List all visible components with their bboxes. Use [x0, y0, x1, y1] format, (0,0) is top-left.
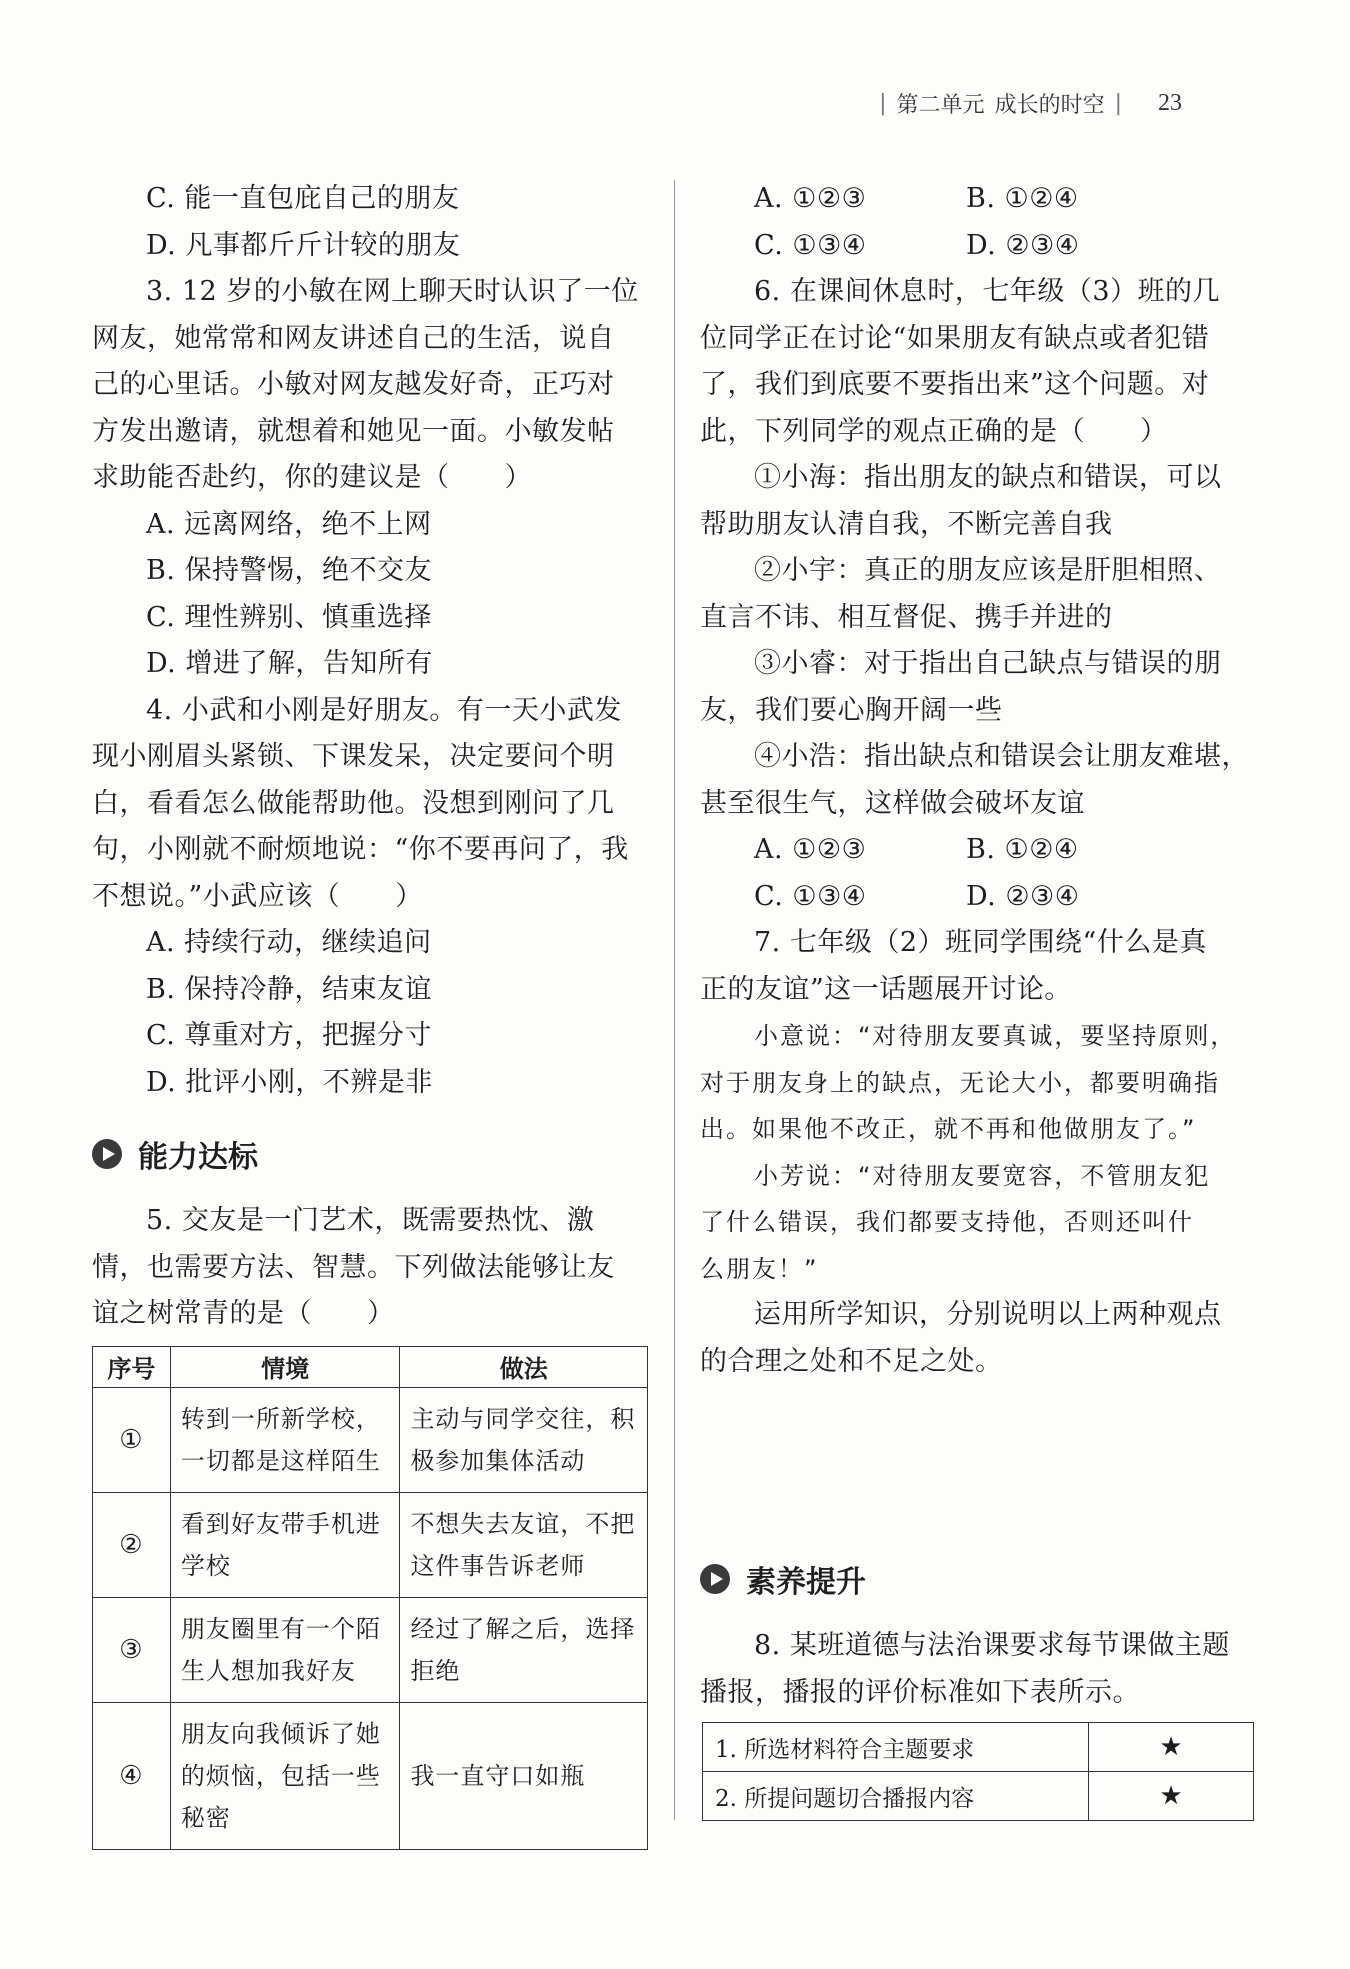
q5-options-row [700, 223, 1256, 270]
q8-line: 播报，播报的评价标准如下表所示。 [700, 1676, 1140, 1708]
column-divider [674, 180, 675, 1820]
star-icon: ★ [1089, 1723, 1254, 1772]
page-header [879, 88, 1182, 119]
q8-criteria-table [702, 1722, 1254, 1821]
q6-line: 6. 在课间休息时，七年级（3）班的几 [754, 276, 1221, 307]
q6-view-line: 直言不讳、相互督促、携手并进的 [700, 601, 1113, 633]
row-action: 主动与同学交往，积极参加集体活动 [400, 1387, 648, 1492]
q5-line: 谊之树常青的是（ ） [92, 1298, 395, 1329]
header-action: 做法 [400, 1346, 648, 1387]
q4-line: 现小刚眉头紧锁、下课发呆，决定要问个明 [92, 741, 615, 772]
row-number: ④ [93, 1702, 171, 1849]
row-situation: 朋友圈里有一个陌生人想加我好友 [170, 1597, 400, 1702]
table-row [93, 1387, 648, 1492]
q5-option-a: A. ①②③ [754, 183, 867, 214]
table-header-row [93, 1346, 648, 1387]
q5-options-row [700, 176, 1256, 223]
answer-space [700, 1385, 1256, 1531]
section-title: 素养提升 [746, 1565, 866, 1600]
header-no: 序号 [93, 1346, 171, 1387]
table-row [93, 1702, 648, 1849]
q3-line: 己的心里话。小敏对网友越发好奇，正巧对 [92, 369, 615, 400]
q7-quote-line: 了什么错误，我们都要支持他，否则还叫什 [700, 1208, 1194, 1236]
q4-option-d: D. 批评小刚，不辨是非 [146, 1066, 433, 1098]
q3-line: 网友，她常常和网友讲述自己的生活，说自 [92, 322, 615, 354]
row-number: ③ [93, 1597, 171, 1702]
q7-line: 7. 七年级（2）班同学围绕“什么是真 [754, 927, 1207, 958]
q6-line: 了，我们到底要不要指出来”这个问题。对 [700, 369, 1210, 400]
header-bar-right: | [1114, 91, 1122, 116]
header-situation: 情境 [170, 1346, 400, 1387]
q3-option-c: C. 理性辨别、慎重选择 [146, 601, 432, 633]
q5-option-d: D. ②③④ [966, 229, 1080, 261]
table-row [703, 1723, 1254, 1772]
section-heading-literacy [700, 1549, 1256, 1609]
q6-option-a: A. ①②③ [754, 834, 867, 865]
q3-line: 3. 12 岁的小敏在网上聊天时认识了一位 [146, 276, 639, 307]
q6-view-line: ②小宇：真正的朋友应该是肝胆相照、 [754, 555, 1222, 586]
q5-line: 情，也需要方法、智慧。下列做法能够让友 [92, 1251, 615, 1283]
q4-line: 不想说。”小武应该（ ） [92, 880, 423, 912]
row-situation: 转到一所新学校，一切都是这样陌生 [170, 1387, 400, 1492]
row-number: ② [93, 1492, 171, 1597]
q6-view-line: 帮助朋友认清自我，不断完善自我 [700, 508, 1113, 540]
right-column [700, 176, 1256, 1821]
q7-quote-line: 对于朋友身上的缺点，无论大小，都要明确指 [700, 1068, 1220, 1097]
table-row [93, 1492, 648, 1597]
q3-option-d: D. 增进了解，告知所有 [146, 648, 433, 679]
q4-option-b: B. 保持冷静，结束友谊 [146, 973, 433, 1005]
row-situation: 朋友向我倾诉了她的烦恼，包括一些秘密 [170, 1702, 400, 1849]
q6-view-line: 友，我们要心胸开阔一些 [700, 694, 1003, 726]
table-row [93, 1597, 648, 1702]
header-unit: 第二单元 [896, 93, 985, 118]
q7-task-line: 运用所学知识，分别说明以上两种观点 [754, 1299, 1222, 1330]
header-bar-left: | [879, 91, 887, 116]
q2-option-c: C. 能一直包庇自己的朋友 [146, 183, 460, 214]
q3-line: 方发出邀请，就想着和她见一面。小敏发帖 [92, 415, 615, 447]
q5-option-c: C. ①③④ [754, 229, 867, 261]
q4-line: 句，小刚就不耐烦地说：“你不要再问了，我 [92, 834, 629, 865]
section-heading-ability [92, 1124, 648, 1184]
row-action: 不想失去友谊，不把这件事告诉老师 [400, 1492, 648, 1597]
q6-option-d: D. ②③④ [966, 880, 1080, 912]
star-icon: ★ [1089, 1772, 1254, 1821]
row-action: 我一直守口如瓶 [400, 1702, 648, 1849]
row-situation: 看到好友带手机进学校 [170, 1492, 400, 1597]
q5-table [92, 1346, 648, 1850]
q7-quote-line: 小芳说：“对待朋友要宽容，不管朋友犯 [754, 1161, 1211, 1190]
q7-quote-line: 出。如果他不改正，就不再和他做朋友了。” [700, 1115, 1197, 1143]
row-action: 经过了解之后，选择拒绝 [400, 1597, 648, 1702]
q4-option-a: A. 持续行动，继续追问 [146, 927, 432, 958]
q8-line: 8. 某班道德与法治课要求每节课做主题 [754, 1630, 1230, 1661]
q6-options-row [700, 827, 1256, 874]
criterion-text: 1. 所选材料符合主题要求 [703, 1723, 1089, 1772]
table-row [703, 1772, 1254, 1821]
q4-line: 4. 小武和小刚是好朋友。有一天小武发 [146, 694, 622, 726]
q6-line: 位同学正在讨论“如果朋友有缺点或者犯错 [700, 322, 1210, 354]
q5-option-b: B. ①②④ [966, 183, 1079, 214]
header-title: 成长的时空 [994, 93, 1105, 118]
q6-option-c: C. ①③④ [754, 880, 867, 912]
criterion-text: 2. 所提问题切合播报内容 [703, 1772, 1089, 1821]
q7-task-line: 的合理之处和不足之处。 [700, 1345, 1003, 1377]
q7-line: 正的友谊”这一话题展开讨论。 [700, 973, 1072, 1005]
q6-line: 此，下列同学的观点正确的是（ ） [700, 415, 1168, 447]
q6-view-line: ④小浩：指出缺点和错误会让朋友难堪， [754, 741, 1249, 772]
q3-option-b: B. 保持警惕，绝不交友 [146, 555, 433, 586]
q3-option-a: A. 远离网络，绝不上网 [146, 508, 432, 540]
q7-quote-line: 小意说：“对待朋友要真诚，要坚持原则， [754, 1022, 1237, 1050]
q6-view-line: ③小睿：对于指出自己缺点与错误的朋 [754, 648, 1222, 679]
q4-line: 白，看看怎么做能帮助他。没想到刚问了几 [92, 787, 615, 819]
page-number: 23 [1158, 90, 1182, 116]
q5-line: 5. 交友是一门艺术，既需要热忱、激 [146, 1205, 595, 1236]
q6-view-line: ①小海：指出朋友的缺点和错误，可以 [754, 462, 1222, 493]
q4-option-c: C. 尊重对方，把握分寸 [146, 1020, 432, 1051]
play-icon [92, 1139, 122, 1169]
left-column [92, 176, 648, 1850]
q6-option-b: B. ①②④ [966, 834, 1079, 865]
q6-view-line: 甚至很生气，这样做会破坏友谊 [700, 787, 1085, 819]
q7-quote-line: 么朋友！” [700, 1254, 819, 1283]
q6-options-row [700, 874, 1256, 921]
row-number: ① [93, 1387, 171, 1492]
q3-line: 求助能否赴约，你的建议是（ ） [92, 462, 532, 493]
section-title: 能力达标 [138, 1140, 258, 1175]
q2-option-d: D. 凡事都斤斤计较的朋友 [146, 229, 461, 261]
play-icon [700, 1564, 730, 1594]
